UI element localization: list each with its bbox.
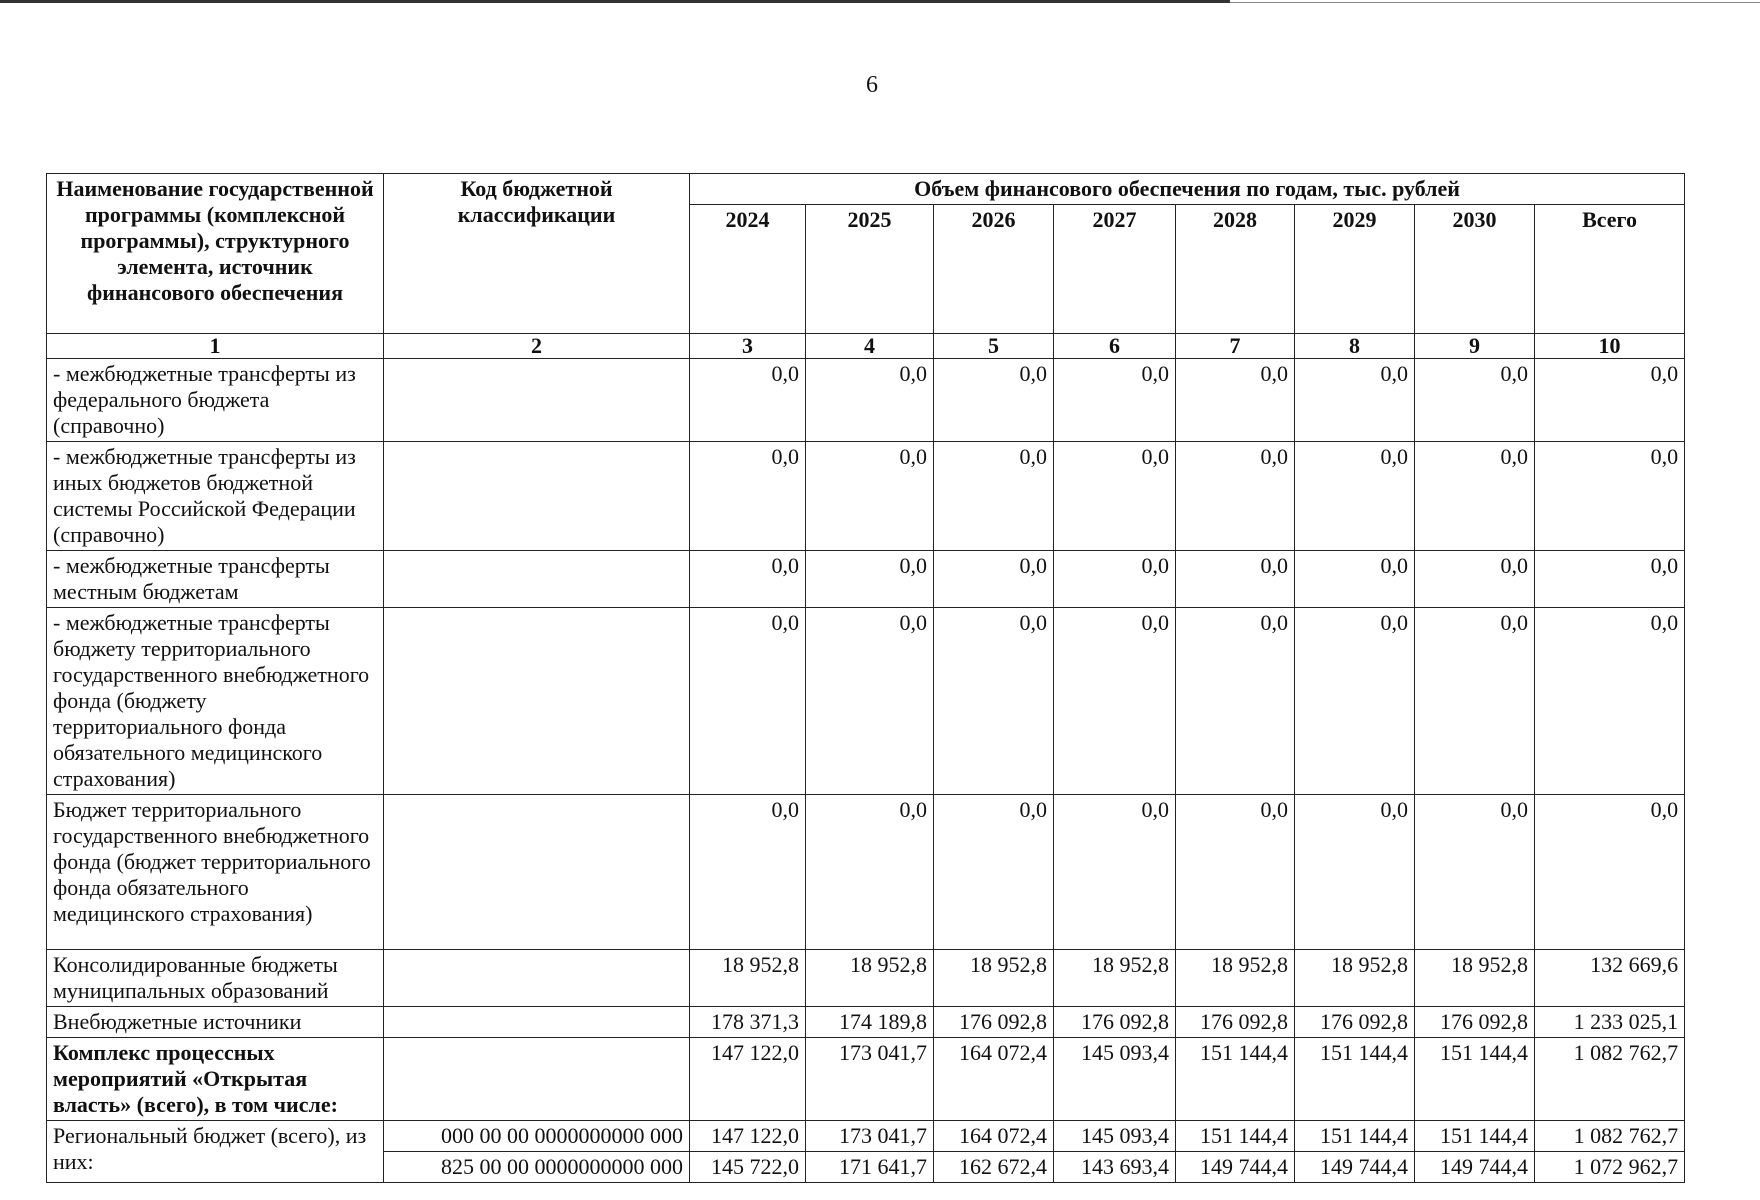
total-cell: 1 072 962,7 xyxy=(1535,1152,1685,1183)
value-cell: 149 744,4 xyxy=(1295,1152,1415,1183)
value-cell: 151 144,4 xyxy=(1176,1038,1295,1121)
value-cell: 0,0 xyxy=(690,795,806,950)
row-label: Бюджет территориального государственного внебюджетного фонда (бюджет территориального фонда обязательного медицинского страхования) xyxy=(47,795,384,950)
total-cell: 1 082 762,7 xyxy=(1535,1038,1685,1121)
value-cell: 151 144,4 xyxy=(1295,1038,1415,1121)
column-number: 4 xyxy=(806,334,934,359)
page-number: 6 xyxy=(866,72,878,98)
value-cell: 0,0 xyxy=(1415,551,1535,608)
value-cell: 0,0 xyxy=(934,442,1054,551)
row-label: - межбюджетные трансферты бюджету территориального государственного внебюджетного фонда (бюджету территориального фонда обязательного медицинского страхования) xyxy=(47,608,384,795)
row-code xyxy=(384,359,690,442)
value-cell: 18 952,8 xyxy=(1295,950,1415,1007)
value-cell: 18 952,8 xyxy=(690,950,806,1007)
header-row xyxy=(47,174,1685,205)
value-cell: 0,0 xyxy=(806,795,934,950)
value-cell: 0,0 xyxy=(1295,442,1415,551)
row-label: - межбюджетные трансферты из иных бюджетов бюджетной системы Российской Федерации (справочно) xyxy=(47,442,384,551)
total-cell: 0,0 xyxy=(1535,551,1685,608)
header-year: 2030 xyxy=(1415,205,1535,334)
value-cell: 0,0 xyxy=(1415,795,1535,950)
row-code xyxy=(384,551,690,608)
value-cell: 176 092,8 xyxy=(1176,1007,1295,1038)
header-year: 2025 xyxy=(806,205,934,334)
value-cell: 18 952,8 xyxy=(934,950,1054,1007)
value-cell: 18 952,8 xyxy=(1415,950,1535,1007)
value-cell: 0,0 xyxy=(1295,359,1415,442)
header-year: 2026 xyxy=(934,205,1054,334)
column-number: 6 xyxy=(1054,334,1176,359)
value-cell: 0,0 xyxy=(1415,442,1535,551)
value-cell: 0,0 xyxy=(1176,795,1295,950)
table-row xyxy=(47,442,1685,551)
value-cell: 0,0 xyxy=(1054,551,1176,608)
table-row xyxy=(47,1121,1685,1152)
value-cell: 0,0 xyxy=(1176,442,1295,551)
value-cell: 0,0 xyxy=(1054,359,1176,442)
value-cell: 173 041,7 xyxy=(806,1038,934,1121)
value-cell: 149 744,4 xyxy=(1415,1152,1535,1183)
value-cell: 151 144,4 xyxy=(1295,1121,1415,1152)
value-cell: 0,0 xyxy=(1054,442,1176,551)
value-cell: 0,0 xyxy=(806,551,934,608)
value-cell: 145 722,0 xyxy=(690,1152,806,1183)
column-number: 5 xyxy=(934,334,1054,359)
value-cell: 0,0 xyxy=(1415,608,1535,795)
value-cell: 0,0 xyxy=(934,551,1054,608)
row-code: 000 00 00 0000000000 000 xyxy=(384,1121,690,1152)
table-row xyxy=(47,608,1685,795)
row-code xyxy=(384,795,690,950)
column-number: 7 xyxy=(1176,334,1295,359)
value-cell: 145 093,4 xyxy=(1054,1121,1176,1152)
value-cell: 151 144,4 xyxy=(1415,1121,1535,1152)
header-year: 2027 xyxy=(1054,205,1176,334)
value-cell: 162 672,4 xyxy=(934,1152,1054,1183)
total-cell: 0,0 xyxy=(1535,442,1685,551)
value-cell: 176 092,8 xyxy=(1415,1007,1535,1038)
column-number: 3 xyxy=(690,334,806,359)
value-cell: 18 952,8 xyxy=(1054,950,1176,1007)
value-cell: 151 144,4 xyxy=(1415,1038,1535,1121)
value-cell: 151 144,4 xyxy=(1176,1121,1295,1152)
table-row xyxy=(47,359,1685,442)
value-cell: 0,0 xyxy=(690,359,806,442)
value-cell: 176 092,8 xyxy=(934,1007,1054,1038)
value-cell: 164 072,4 xyxy=(934,1038,1054,1121)
row-label: Внебюджетные источники xyxy=(47,1007,384,1038)
value-cell: 0,0 xyxy=(934,359,1054,442)
value-cell: 0,0 xyxy=(1054,608,1176,795)
value-cell: 0,0 xyxy=(1176,551,1295,608)
value-cell: 0,0 xyxy=(806,359,934,442)
total-cell: 0,0 xyxy=(1535,795,1685,950)
value-cell: 0,0 xyxy=(1415,359,1535,442)
row-code xyxy=(384,1038,690,1121)
scan-edge-top-faint xyxy=(1230,2,1760,3)
value-cell: 145 093,4 xyxy=(1054,1038,1176,1121)
value-cell: 171 641,7 xyxy=(806,1152,934,1183)
value-cell: 176 092,8 xyxy=(1054,1007,1176,1038)
budget-table xyxy=(46,173,1685,1183)
column-numbers-row xyxy=(47,334,1685,359)
table-row xyxy=(47,950,1685,1007)
column-number: 8 xyxy=(1295,334,1415,359)
total-cell: 1 233 025,1 xyxy=(1535,1007,1685,1038)
total-cell: 0,0 xyxy=(1535,608,1685,795)
header-year: 2028 xyxy=(1176,205,1295,334)
value-cell: 0,0 xyxy=(806,442,934,551)
row-label: Консолидированные бюджеты муниципальных образований xyxy=(47,950,384,1007)
value-cell: 149 744,4 xyxy=(1176,1152,1295,1183)
row-code xyxy=(384,1007,690,1038)
value-cell: 0,0 xyxy=(934,795,1054,950)
header-year: 2029 xyxy=(1295,205,1415,334)
row-label: - межбюджетные трансферты местным бюджетам xyxy=(47,551,384,608)
value-cell: 0,0 xyxy=(806,608,934,795)
table-row xyxy=(47,551,1685,608)
value-cell: 176 092,8 xyxy=(1295,1007,1415,1038)
value-cell: 0,0 xyxy=(690,551,806,608)
value-cell: 0,0 xyxy=(1176,608,1295,795)
column-number: 10 xyxy=(1535,334,1685,359)
header-year: 2024 xyxy=(690,205,806,334)
value-cell: 0,0 xyxy=(690,442,806,551)
total-cell: 1 082 762,7 xyxy=(1535,1121,1685,1152)
value-cell: 173 041,7 xyxy=(806,1121,934,1152)
value-cell: 0,0 xyxy=(1054,795,1176,950)
value-cell: 0,0 xyxy=(690,608,806,795)
row-code: 825 00 00 0000000000 000 xyxy=(384,1152,690,1183)
column-number: 1 xyxy=(47,334,384,359)
value-cell: 0,0 xyxy=(934,608,1054,795)
value-cell: 0,0 xyxy=(1176,359,1295,442)
row-code xyxy=(384,442,690,551)
column-number: 9 xyxy=(1415,334,1535,359)
header-code: Код бюджетной классификации xyxy=(384,174,690,334)
table-row xyxy=(47,795,1685,950)
value-cell: 147 122,0 xyxy=(690,1121,806,1152)
value-cell: 164 072,4 xyxy=(934,1121,1054,1152)
row-label: - межбюджетные трансферты из федерального бюджета (справочно) xyxy=(47,359,384,442)
total-cell: 132 669,6 xyxy=(1535,950,1685,1007)
value-cell: 0,0 xyxy=(1295,795,1415,950)
row-label: Региональный бюджет (всего), из них: xyxy=(47,1121,384,1183)
header-name: Наименование государственной программы (комплексной программы), структурного элемента, источник финансового обеспечения xyxy=(47,174,384,334)
row-code xyxy=(384,608,690,795)
total-cell: 0,0 xyxy=(1535,359,1685,442)
row-code xyxy=(384,950,690,1007)
table-row xyxy=(47,1007,1685,1038)
value-cell: 174 189,8 xyxy=(806,1007,934,1038)
header-total: Всего xyxy=(1535,205,1685,334)
value-cell: 143 693,4 xyxy=(1054,1152,1176,1183)
value-cell: 178 371,3 xyxy=(690,1007,806,1038)
table-row xyxy=(47,1038,1685,1121)
column-number: 2 xyxy=(384,334,690,359)
value-cell: 0,0 xyxy=(1295,608,1415,795)
scan-edge-top xyxy=(0,0,1230,3)
header-volume: Объем финансового обеспечения по годам, тыс. рублей xyxy=(690,174,1685,205)
value-cell: 0,0 xyxy=(1295,551,1415,608)
value-cell: 18 952,8 xyxy=(806,950,934,1007)
row-label: Комплекс процессных мероприятий «Открытая власть» (всего), в том числе: xyxy=(47,1038,384,1121)
value-cell: 18 952,8 xyxy=(1176,950,1295,1007)
value-cell: 147 122,0 xyxy=(690,1038,806,1121)
